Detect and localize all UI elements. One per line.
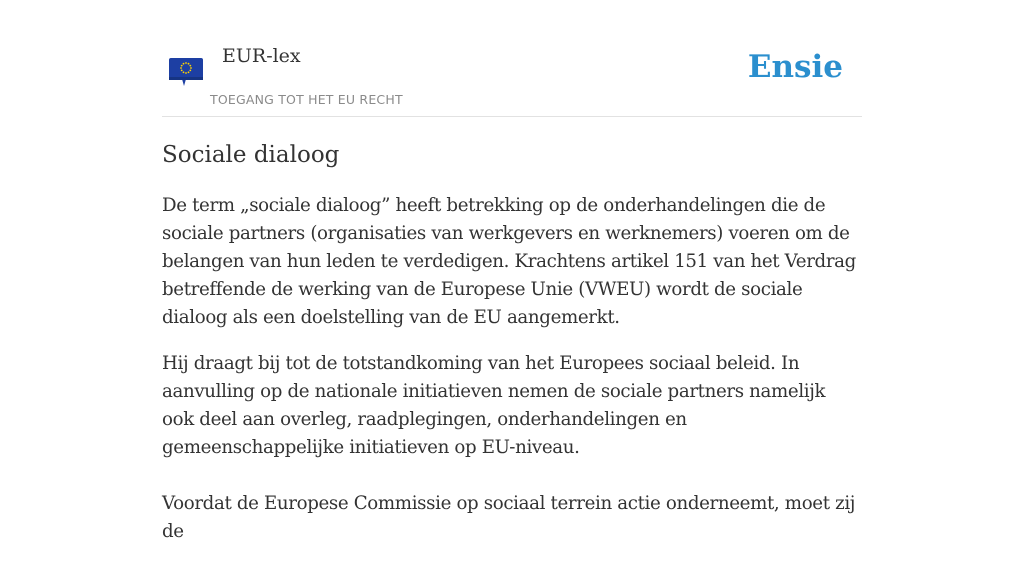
ensie-logo-link[interactable]: Ensie (747, 49, 843, 85)
article-paragraph: Hij draagt bij tot de totstandkoming van het Europees sociaal beleid. In aanvulling op de nationale initiatieven nemen de sociale partners namelijk ook deel aan overleg, raadplegingen, onderhandelingen en gemeenschappelijke initiatieven op EU-niveau. (162, 353, 826, 458)
article-title: Sociale dialoog (162, 142, 340, 168)
article-paragraph: Voordat de Europese Commissie op sociaal terrein actie onderneemt, moet zij de (162, 493, 856, 542)
site-header (162, 0, 862, 117)
eu-flag-speech-bubble-icon (168, 55, 204, 89)
site-tagline: TOEGANG TOT HET EU RECHT (210, 92, 403, 107)
article-paragraph: De term „sociale dialoog” heeft betrekking op de onderhandelingen die de sociale partners (organisaties van werkgevers en werknemers) voeren om de belangen van hun leden te verdedigen. Krachtens artikel 151 van het Verdrag betreffende de werking van de Europese Unie (VWEU) wordt de sociale dialoog als een doelstelling van de EU aangemerkt. (162, 195, 856, 328)
article (162, 140, 862, 564)
site-name[interactable]: EUR-lex (222, 45, 301, 67)
